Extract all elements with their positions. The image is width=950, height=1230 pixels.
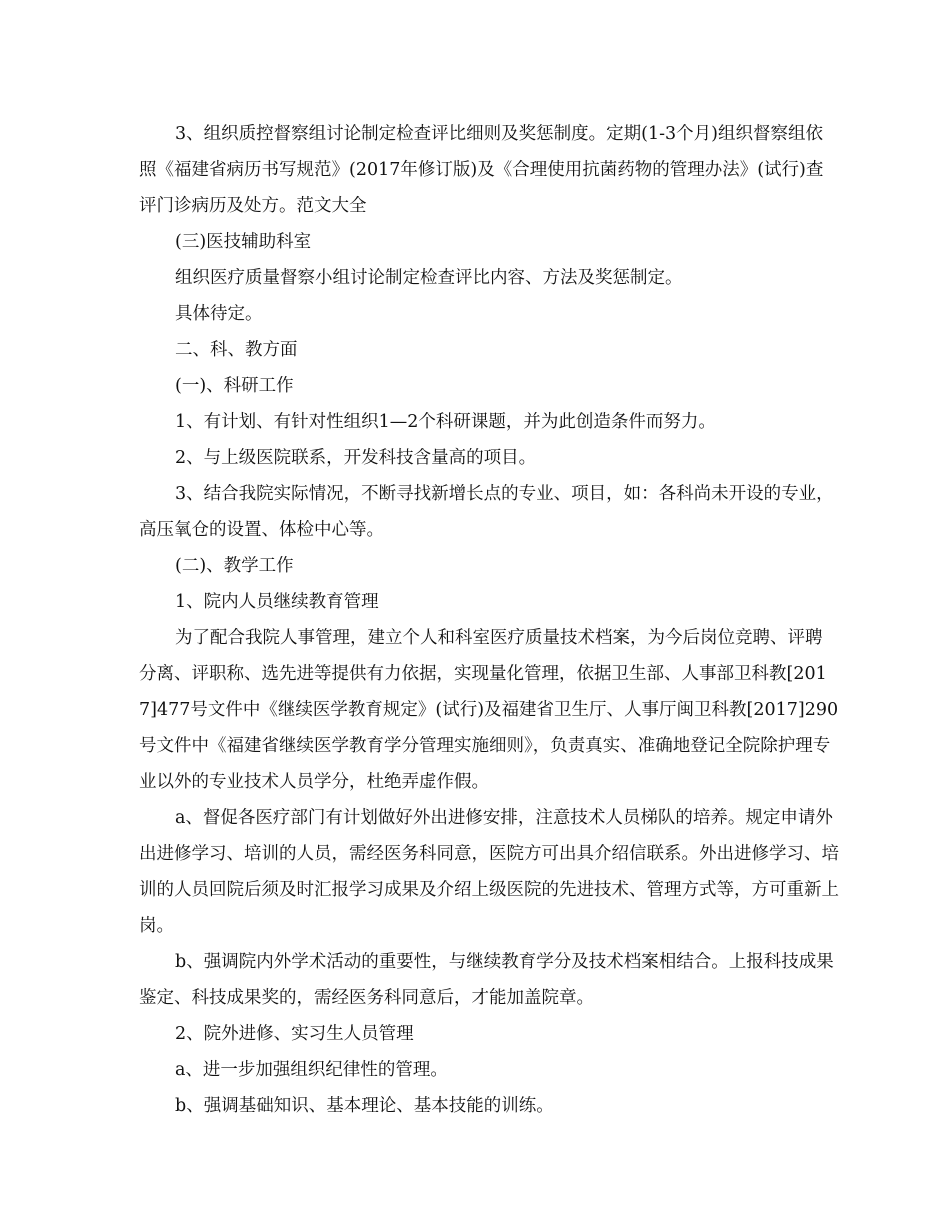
- paragraph: b、强调基础知识、基本理论、基本技能的训练。: [175, 1096, 554, 1116]
- section-heading: (一)、科研工作: [175, 376, 294, 396]
- section-heading: (三)医技辅助科室: [175, 232, 312, 252]
- section-heading: 二、科、教方面: [175, 340, 298, 360]
- section-heading: 2、院外进修、实习生人员管理: [175, 1024, 414, 1044]
- paragraph: 1、有计划、有针对性组织1—2个科研课题，并为此创造条件而努力。: [175, 412, 716, 432]
- paragraph: 组织医疗质量督察小组讨论制定检查评比内容、方法及奖惩制定。: [175, 268, 683, 288]
- paragraph: 3、结合我院实际情况，不断寻找新增长点的专业、项目，如：各科尚未开设的专业，高压氧仓的设置、体检中心等。: [139, 484, 834, 540]
- paragraph: 为了配合我院人事管理，建立个人和科室医疗质量技术档案，为今后岗位竞聘、评聘分离、评职称、选先进等提供有力依据，实现量化管理，依据卫生部、人事部卫科教[2017]477号文件中《继续医学教育规定》(试行)及福建省卫生厅、人事厅闽卫科教[2017]290号文件中《福建省继续医学教育学分管理实施细则》，负责真实、准确地登记全院除护理专业以外的专业技术人员学分，杜绝弄虚作假。: [139, 628, 839, 792]
- section-heading: (二)、教学工作: [175, 556, 294, 576]
- section-heading: 1、院内人员继续教育管理: [175, 592, 379, 612]
- paragraph: 3、组织质控督察组讨论制定检查评比细则及奖惩制度。定期(1-3个月)组织督察组依照《福建省病历书写规范》(2017年修订版)及《合理使用抗菌药物的管理办法》(试行)查评门诊病历及处方。范文大全: [139, 124, 824, 216]
- paragraph: a、督促各医疗部门有计划做好外出进修安排，注意技术人员梯队的培养。规定申请外出进修学习、培训的人员，需经医务科同意，医院方可出具介绍信联系。外出进修学习、培训的人员回院后须及时汇报学习成果及介绍上级医院的先进技术、管理方式等，方可重新上岗。: [139, 808, 839, 936]
- paragraph: b、强调院内外学术活动的重要性，与继续教育学分及技术档案相结合。上报科技成果鉴定、科技成果奖的，需经医务科同意后，才能加盖院章。: [139, 952, 834, 1008]
- paragraph: 2、与上级医院联系，开发科技含量高的项目。: [175, 448, 537, 468]
- paragraph: 具体待定。: [175, 304, 263, 324]
- paragraph: a、进一步加强组织纪律性的管理。: [175, 1060, 448, 1080]
- document-body: [139, 116, 839, 1124]
